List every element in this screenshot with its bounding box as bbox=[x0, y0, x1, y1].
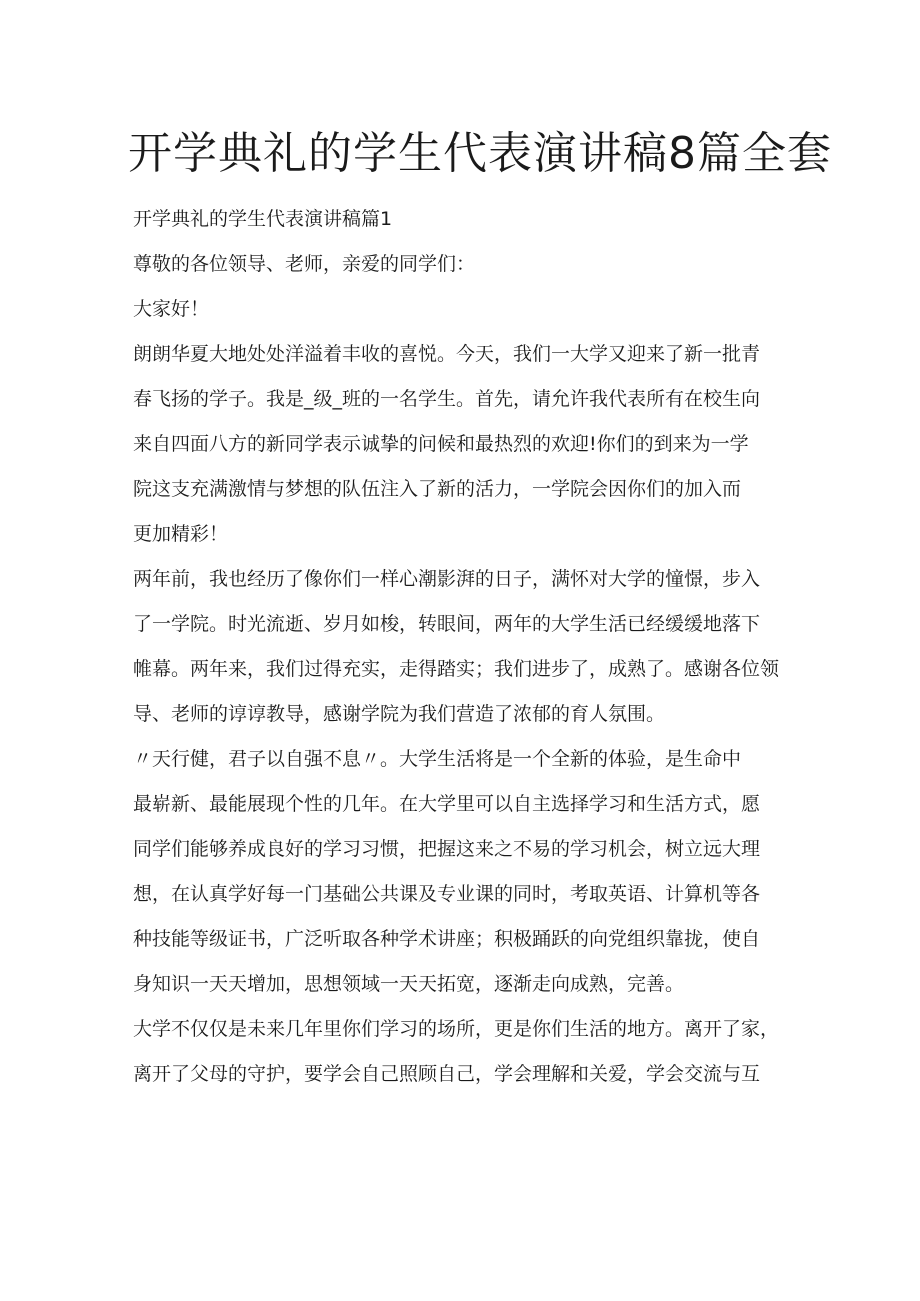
text-line: 朗朗华夏大地处处洋溢着丰收的喜悦。今天，我们一大学又迎来了新一批青 bbox=[133, 343, 761, 365]
greeting-line: 大家好！ bbox=[133, 298, 210, 320]
paragraph-3 bbox=[133, 737, 793, 1007]
paragraph-2 bbox=[133, 557, 793, 737]
text-line: 〃天行健，君子以自强不息〃。大学生活将是一个全新的体验，是生命中 bbox=[133, 748, 742, 770]
text-line: 更加精彩！ bbox=[133, 523, 229, 545]
document-body bbox=[133, 197, 793, 1097]
paragraph-4 bbox=[133, 1007, 793, 1097]
text-line: 导、老师的谆谆教导，感谢学院为我们营造了浓郁的育人氛围。 bbox=[133, 703, 666, 725]
text-line: 种技能等级证书，广泛听取各种学术讲座；积极踊跃的向党组织靠拢，使自 bbox=[133, 928, 761, 950]
text-line: 身知识一天天增加，思想领域一天天拓宽，逐渐走向成熟，完善。 bbox=[133, 973, 685, 995]
text-line: 来自四面八方的新同学表示诚挚的问候和最热烈的欢迎!你们的到来为一学 bbox=[133, 433, 749, 455]
text-line: 大学不仅仅是未来几年里你们学习的场所，更是你们生活的地方。离开了家， bbox=[133, 1018, 780, 1040]
text-line: 离开了父母的守护，要学会自己照顾自己，学会理解和关爱，学会交流与互 bbox=[133, 1063, 761, 1085]
text-line: 同学们能够养成良好的学习习惯，把握这来之不易的学习机会，树立远大理 bbox=[133, 838, 761, 860]
salutation-line: 尊敬的各位领导、老师，亲爱的同学们： bbox=[133, 253, 476, 275]
text-line: 最崭新、最能展现个性的几年。在大学里可以自主选择学习和生活方式，愿 bbox=[133, 793, 761, 815]
text-line: 院这支充满激情与梦想的队伍注入了新的活力，一学院会因你们的加入而 bbox=[133, 478, 742, 500]
text-line: 了一学院。时光流逝、岁月如梭，转眼间，两年的大学生活已经缓缓地落下 bbox=[133, 613, 761, 635]
section-heading: 开学典礼的学生代表演讲稿篇1 bbox=[133, 208, 393, 230]
document-title: 开学典礼的学生代表演讲稿8篇全套 bbox=[128, 128, 832, 179]
text-line: 帷幕。两年来，我们过得充实，走得踏实；我们进步了，成熟了。感谢各位领 bbox=[133, 658, 780, 680]
text-line: 两年前，我也经历了像你们一样心潮影湃的日子，满怀对大学的憧憬，步入 bbox=[133, 568, 761, 590]
text-line: 想，在认真学好每一门基础公共课及专业课的同时，考取英语、计算机等各 bbox=[133, 883, 761, 905]
paragraph-1 bbox=[133, 332, 793, 557]
text-line: 春飞扬的学子。我是_级_班的一名学生。首先，请允许我代表所有在校生向 bbox=[133, 388, 761, 410]
